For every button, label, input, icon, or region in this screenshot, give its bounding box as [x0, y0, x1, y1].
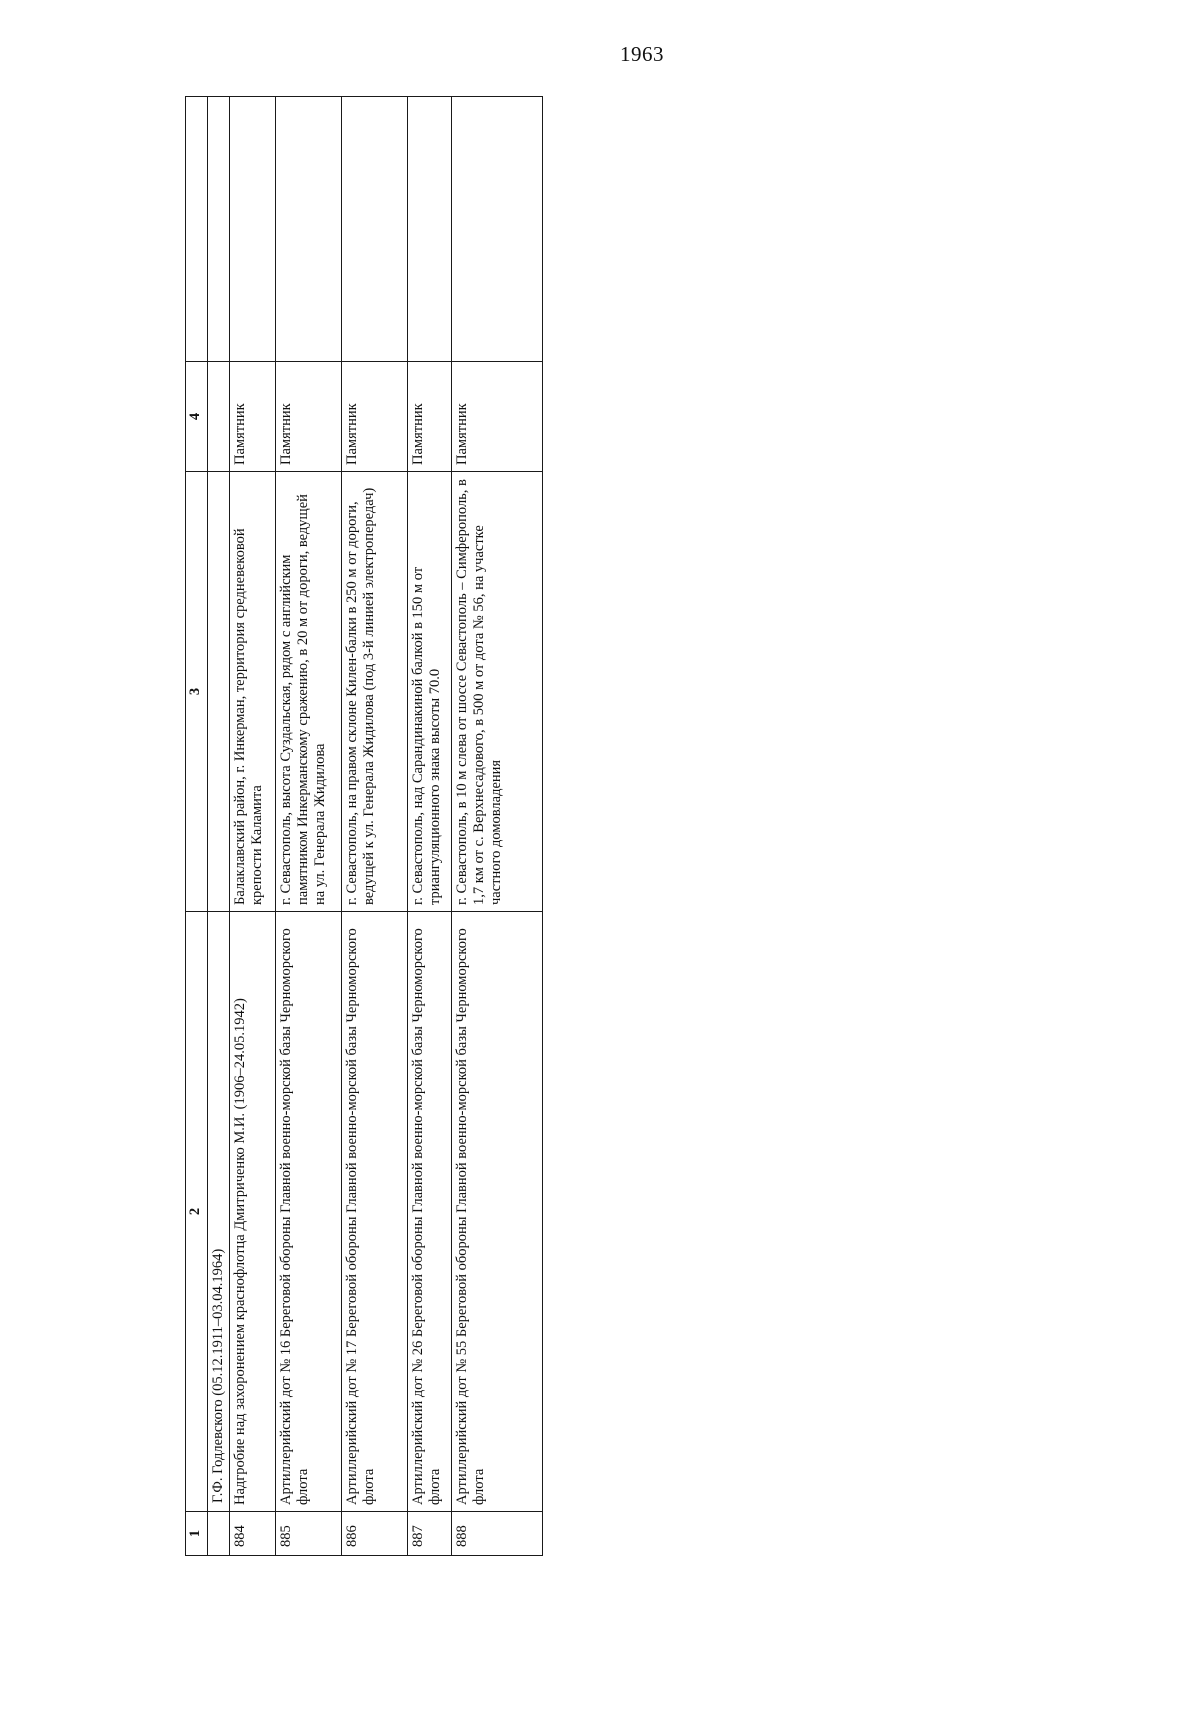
row-location: Балаклавский район, г. Инкерман, территория средневековой крепости Каламита: [229, 472, 275, 912]
header-col-5: [186, 97, 208, 362]
section-row: [208, 97, 230, 1556]
section-empty-4: [208, 362, 230, 472]
row-object-name: Артиллерийский дот № 26 Береговой обороны Главной военно-морской базы Черноморского флота: [407, 912, 451, 1512]
row-object-name: Артиллерийский дот № 55 Береговой обороны Главной военно-морской базы Черноморского флота: [451, 912, 542, 1512]
table-row: [341, 97, 407, 1556]
table-container: [185, 96, 540, 1556]
row-number: 887: [407, 1512, 451, 1556]
row-number: 886: [341, 1512, 407, 1556]
table-row: [229, 97, 275, 1556]
table-row: [451, 97, 542, 1556]
section-title: Г.Ф. Годлевского (05.12.1911–03.04.1964): [208, 912, 230, 1512]
row-location: г. Севастополь, высота Суздальская, рядом с английским памятником Инкерманскому сражению, в 20 м от дороги, ведущей на ул. Генерала Жидилова: [275, 472, 341, 912]
header-row: [186, 97, 208, 1556]
header-col-3: 3: [186, 472, 208, 912]
page-number: 1963: [620, 42, 664, 66]
section-empty-5: [208, 97, 230, 362]
row-category: Памятник: [275, 362, 341, 472]
row-category: Памятник: [341, 362, 407, 472]
row-location: г. Севастополь, в 10 м слева от шоссе Севастополь – Симферополь, в 1,7 км от с. Верхнесадового, в 500 м от дота № 56, на участке частного домовладения: [451, 472, 542, 912]
row-category: Памятник: [451, 362, 542, 472]
row-number: 888: [451, 1512, 542, 1556]
row-location: г. Севастополь, над Сарандинакиной балкой в 150 м от триангуляционного знака высоты 70.0: [407, 472, 451, 912]
header-col-1: 1: [186, 1512, 208, 1556]
row-number: 885: [275, 1512, 341, 1556]
row-number: 884: [229, 1512, 275, 1556]
row-object-name: Артиллерийский дот № 17 Береговой обороны Главной военно-морской базы Черноморского флота: [341, 912, 407, 1512]
heritage-table: [185, 96, 543, 1556]
table-row: [407, 97, 451, 1556]
row-object-name: Артиллерийский дот № 16 Береговой обороны Главной военно-морской базы Черноморского флота: [275, 912, 341, 1512]
row-empty: [229, 97, 275, 362]
header-col-2: 2: [186, 912, 208, 1512]
rotated-table-frame: [185, 96, 540, 1556]
row-category: Памятник: [229, 362, 275, 472]
row-empty: [451, 97, 542, 362]
row-category: Памятник: [407, 362, 451, 472]
row-location: г. Севастополь, на правом склоне Килен-балки в 250 м от дороги, ведущей к ул. Генерала Жидилова (под 3-й линией электропередач): [341, 472, 407, 912]
header-col-4: 4: [186, 362, 208, 472]
row-empty: [341, 97, 407, 362]
section-empty-3: [208, 472, 230, 912]
table-row: [275, 97, 341, 1556]
row-object-name: Надгробие над захоронением краснофлотца Дмитриченко М.И. (1906–24.05.1942): [229, 912, 275, 1512]
row-empty: [275, 97, 341, 362]
row-empty: [407, 97, 451, 362]
section-num-cell: [208, 1512, 230, 1556]
